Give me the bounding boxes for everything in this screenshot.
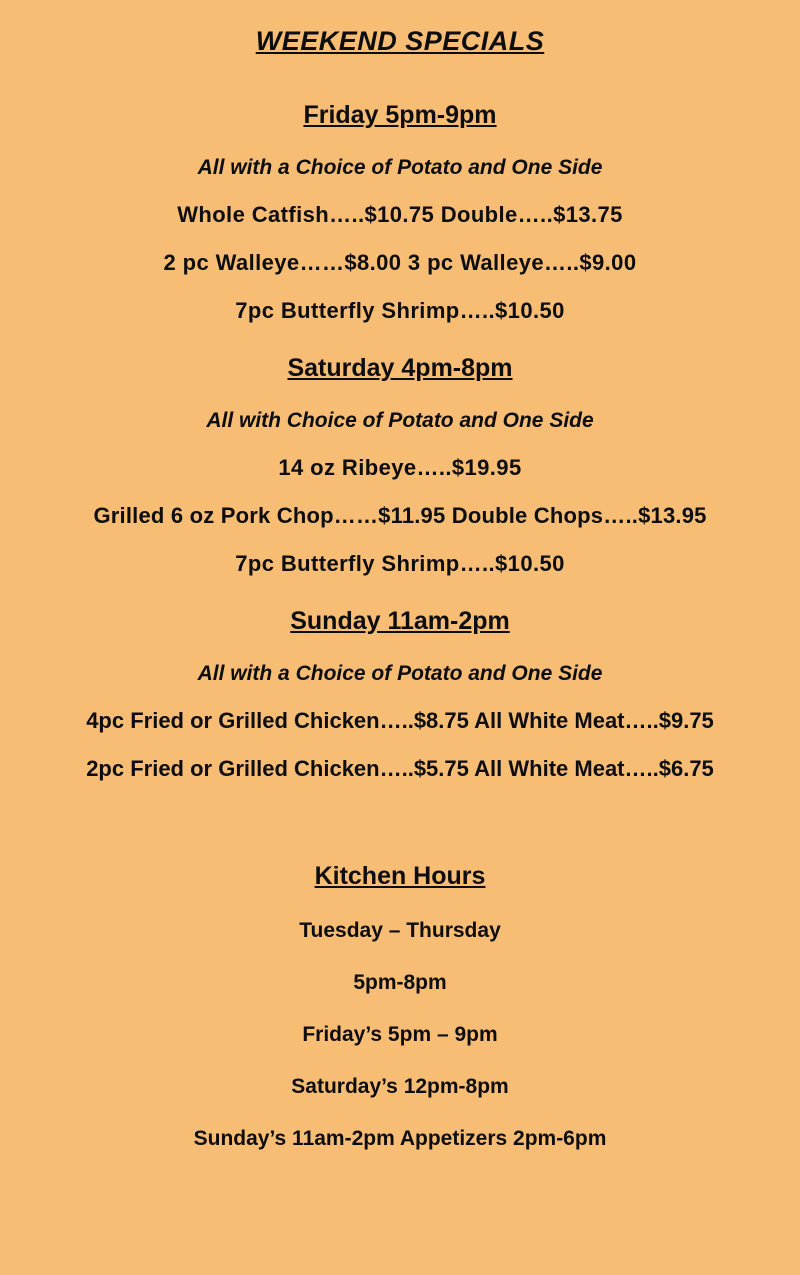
menu-item: Grilled 6 oz Pork Chop……$11.95 Double Chops…..$13.95 [93,503,707,528]
kitchen-hours-line: Tuesday – Thursday [299,919,501,942]
section-saturday [20,324,780,577]
menu-item: 7pc Butterfly Shrimp…..$10.50 [235,551,565,576]
kitchen-hours-title: Kitchen Hours [314,862,486,890]
day-heading-saturday: Saturday 4pm-8pm [287,354,513,382]
kitchen-hours-line: Sunday’s 11am-2pm Appetizers 2pm-6pm [193,1127,607,1150]
kitchen-hours-line: Friday’s 5pm – 9pm [302,1023,498,1046]
section-sunday [20,577,780,782]
section-friday [20,57,780,324]
day-subtitle-saturday: All with Choice of Potato and One Side [206,409,594,432]
menu-item: 2pc Fried or Grilled Chicken…..$5.75 All White Meat…..$6.75 [86,756,714,781]
menu-item: 4pc Fried or Grilled Chicken…..$8.75 All White Meat…..$9.75 [86,708,714,733]
day-subtitle-friday: All with a Choice of Potato and One Side [197,156,603,179]
section-kitchen-hours [20,782,780,1151]
day-subtitle-sunday: All with a Choice of Potato and One Side [197,662,603,685]
page-title: WEEKEND SPECIALS [255,26,545,56]
kitchen-hours-line: Saturday’s 12pm-8pm [291,1075,509,1098]
menu-item: 14 oz Ribeye…..$19.95 [278,455,522,480]
menu-item: 2 pc Walleye……$8.00 3 pc Walleye…..$9.00 [163,250,637,275]
menu-item: 7pc Butterfly Shrimp…..$10.50 [235,298,565,323]
kitchen-hours-line: 5pm-8pm [353,971,447,994]
day-heading-friday: Friday 5pm-9pm [303,101,497,129]
menu-item: Whole Catfish…..$10.75 Double…..$13.75 [177,202,623,227]
day-heading-sunday: Sunday 11am-2pm [290,607,510,635]
